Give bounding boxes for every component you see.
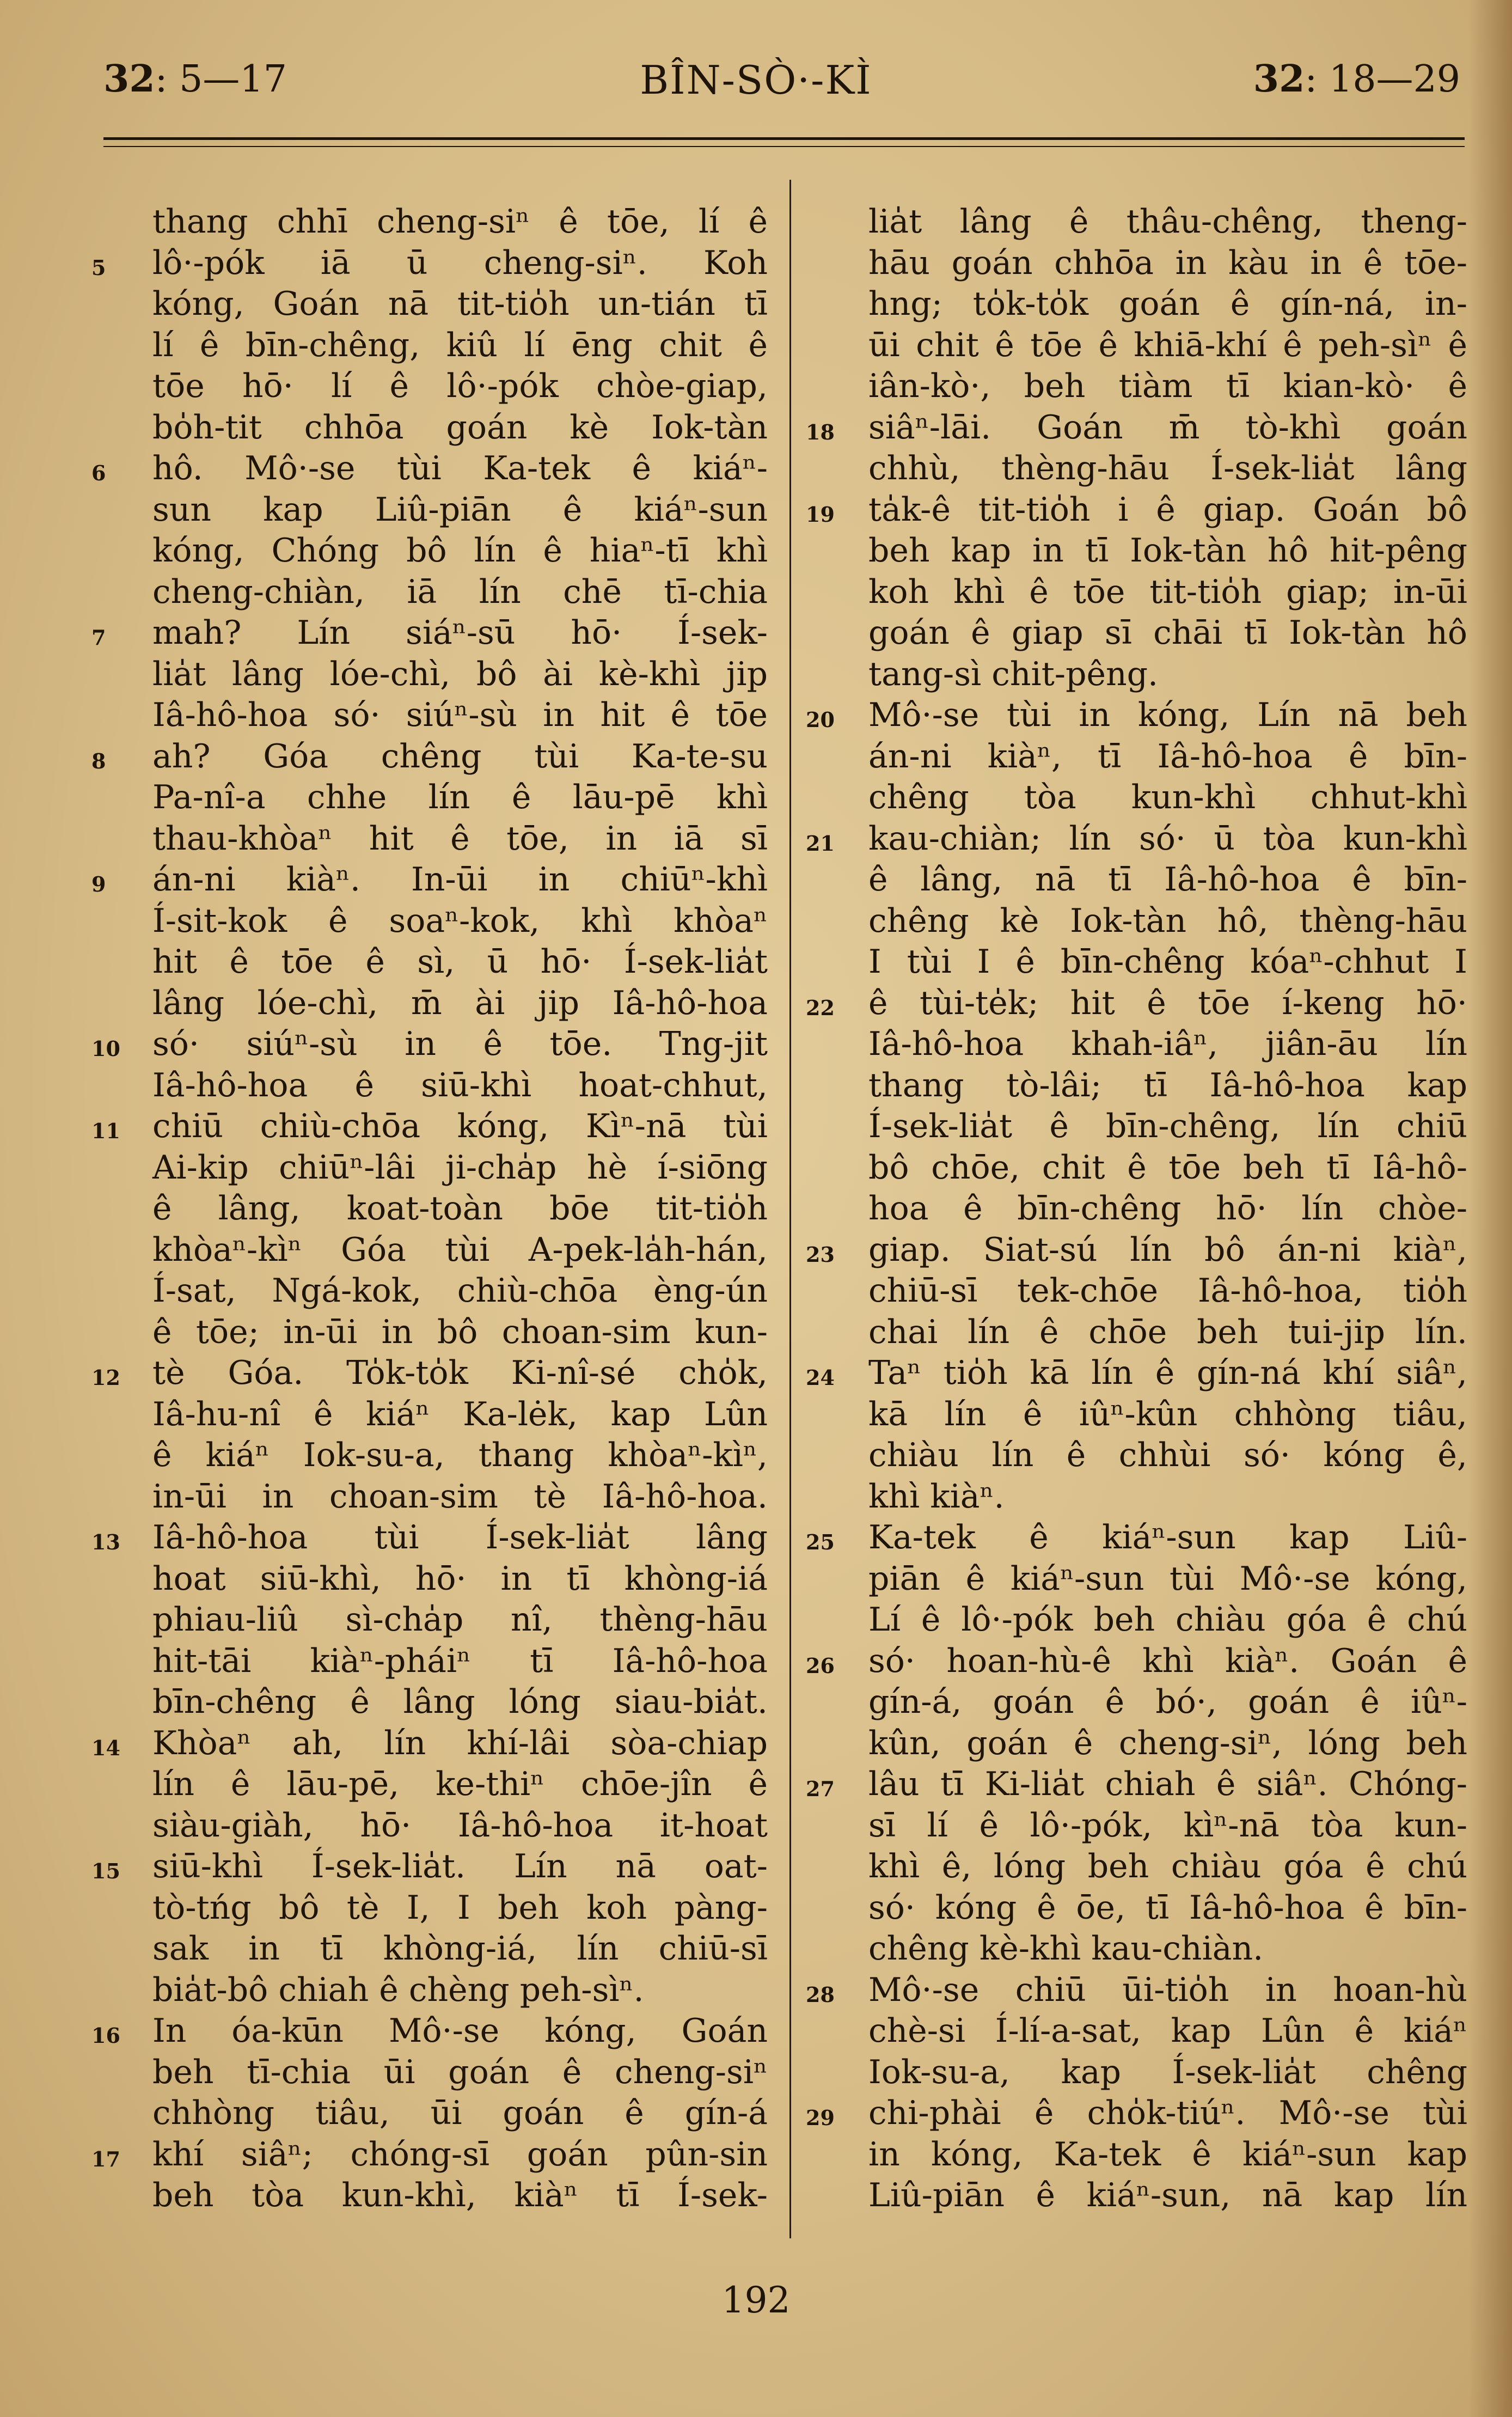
text-line <box>868 366 1467 407</box>
text-line <box>868 613 1467 654</box>
text-line <box>152 1394 768 1436</box>
verse-number: 25 <box>806 1530 835 1554</box>
text-line <box>91 243 768 284</box>
text-line <box>91 736 768 778</box>
line-text: chêng tòa kun-khì chhut-khì <box>868 778 1467 816</box>
line-text: mah? Lín siáⁿ-sū hō· Í-sek- <box>152 614 768 652</box>
line-text: thau-khòaⁿ hit ê tōe, in iā sī <box>152 819 768 858</box>
text-line <box>868 448 1467 490</box>
text-line <box>868 1600 1467 1641</box>
text-line <box>806 407 1467 449</box>
text-line <box>152 2175 768 2217</box>
text-line <box>868 777 1467 819</box>
line-text: lí ê bīn-chêng, kiû lí ēng chit ê <box>152 326 768 364</box>
line-text: chêng kè Iok-tàn hô, thèng-hāu <box>868 901 1467 940</box>
line-text: Iâ-hô-hoa ê siū-khì hoat-chhut, <box>152 1066 768 1104</box>
line-text: bo̍h-tit chhōa goán kè Iok-tàn <box>152 408 768 447</box>
text-line <box>868 654 1467 695</box>
left-text-column <box>91 202 768 2217</box>
text-line <box>868 1106 1467 1148</box>
line-text: lín ê lāu-pē, ke-thiⁿ chōe-jîn ê <box>152 1765 768 1803</box>
text-line <box>868 530 1467 572</box>
text-line <box>152 1682 768 1723</box>
text-line <box>806 1970 1467 2011</box>
line-text: In óa-kūn Mô·-se kóng, Goán <box>152 2012 768 2050</box>
verse-number: 28 <box>806 1982 835 2007</box>
text-line <box>152 1065 768 1107</box>
line-text: kóng, Goán nā tit-tio̍h un-tián tī <box>152 285 768 323</box>
header-rule-thin <box>103 146 1465 147</box>
line-text: lia̍t lâng ê thâu-chêng, theng- <box>868 203 1467 241</box>
line-text: sun kap Liû-piān ê kiáⁿ-sun <box>152 490 768 529</box>
line-text: chhòng tiâu, ūi goán ê gín-á <box>152 2094 768 2132</box>
verse-number: 20 <box>806 707 835 732</box>
line-text: Iâ-hô-hoa tùi Í-sek-lia̍t lâng <box>152 1518 768 1557</box>
line-text: gín-á, goán ê bó·, goán ê iûⁿ- <box>868 1683 1467 1721</box>
line-text: hô. Mô·-se tùi Ka-tek ê kiáⁿ- <box>152 449 768 487</box>
line-text: Í-sat, Ngá-kok, chiù-chōa èng-ún <box>152 1272 768 1310</box>
line-text: beh kap in tī Iok-tàn hô hit-pêng <box>868 532 1467 570</box>
text-line <box>868 942 1467 983</box>
text-line <box>152 1888 768 1929</box>
text-line <box>868 736 1467 778</box>
line-text: khòaⁿ-kìⁿ Góa tùi A-pek-la̍h-hán, <box>152 1230 768 1269</box>
line-text: ê kiáⁿ Iok-su-a, thang khòaⁿ-kìⁿ, <box>152 1436 768 1474</box>
verse-number: 11 <box>91 1119 120 1143</box>
line-text: lâng lóe-chì, m̄ ài jip Iâ-hô-hoa <box>152 984 768 1022</box>
text-line <box>152 1148 768 1189</box>
line-text: chai lín ê chōe beh tui-jip lín. <box>868 1313 1467 1351</box>
line-text: goán ê giap sī chāi tī Iok-tàn hô <box>868 614 1467 652</box>
line-text: án-ni kiàⁿ. In-ūi in chiūⁿ-khì <box>152 860 768 899</box>
text-line <box>91 2011 768 2052</box>
left-chapter-range: 32: 5—17 <box>103 57 287 101</box>
text-line <box>152 654 768 695</box>
verse-number: 8 <box>91 748 106 773</box>
line-text: beh tòa kun-khì, kiàⁿ tī Í-sek- <box>152 2176 768 2214</box>
line-text: chiū chiù-chōa kóng, Kìⁿ-nā tùi <box>152 1107 768 1145</box>
line-text: sī lí ê lô·-pók, kìⁿ-nā tòa kun- <box>868 1806 1467 1845</box>
text-line <box>868 1271 1467 1312</box>
verse-number: 12 <box>91 1365 120 1390</box>
verse-number: 26 <box>806 1653 835 1678</box>
text-line <box>91 1106 768 1148</box>
text-line <box>152 572 768 613</box>
line-text: cheng-chiàn, iā lín chē tī-chia <box>152 572 768 611</box>
line-text: Iâ-hô-hoa só· siúⁿ-sù in hit ê tōe <box>152 696 768 734</box>
line-text: piān ê kiáⁿ-sun tùi Mô·-se kóng, <box>868 1559 1467 1598</box>
text-line <box>806 983 1467 1024</box>
line-text: Iâ-hu-nî ê kiáⁿ Ka-lėk, kap Lûn <box>152 1395 768 1433</box>
text-line <box>152 1188 768 1230</box>
text-line <box>152 2093 768 2134</box>
line-text: lia̍t lâng lóe-chì, bô ài kè-khì jip <box>152 655 768 693</box>
text-line <box>868 1394 1467 1436</box>
text-line <box>152 325 768 367</box>
line-text: khì ê, lóng beh chiàu góa ê chú <box>868 1847 1467 1885</box>
verse-number: 7 <box>91 625 106 650</box>
line-text: kā lín ê iûⁿ-kûn chhòng tiâu, <box>868 1395 1467 1433</box>
text-line <box>868 2175 1467 2217</box>
line-text: koh khì ê tōe tit-tio̍h giap; in-ūi <box>868 572 1467 611</box>
text-line <box>91 448 768 490</box>
text-line <box>152 1312 768 1353</box>
text-line <box>868 1888 1467 1929</box>
verse-number: 16 <box>91 2023 120 2048</box>
line-text: ê tùi-te̍k; hit ê tōe í-keng hō· <box>868 984 1467 1022</box>
text-line <box>868 572 1467 613</box>
line-text: tò-tńg bô tè I, I beh koh pàng- <box>152 1888 768 1927</box>
line-text: hit-tāi kiàⁿ-pháiⁿ tī Iâ-hô-hoa <box>152 1641 768 1680</box>
line-text: chiàu lín ê chhùi só· kóng ê, <box>868 1436 1467 1474</box>
line-text: ê tōe; in-ūi in bô choan-sim kun- <box>152 1313 768 1351</box>
line-text: ê lâng, koat-toàn bōe tit-tio̍h <box>152 1189 768 1228</box>
right-chapter-range: 32: 18—29 <box>1253 57 1460 101</box>
text-line <box>868 243 1467 284</box>
text-line <box>152 2052 768 2093</box>
verse-number: 14 <box>91 1735 120 1760</box>
line-text: Lí ê lô·-pók beh chiàu góa ê chú <box>868 1601 1467 1639</box>
verse-number: 18 <box>806 419 835 444</box>
text-line <box>91 1723 768 1765</box>
text-line <box>91 1024 768 1065</box>
line-text: hng; to̍k-to̍k goán ê gín-ná, in- <box>868 285 1467 323</box>
line-text: bô chōe, chit ê tōe beh tī Iâ-hô- <box>868 1148 1467 1187</box>
text-line <box>868 284 1467 325</box>
text-line <box>806 490 1467 531</box>
book-title: BÎN-SÒ·-KÌ <box>640 57 872 103</box>
text-line <box>868 1682 1467 1723</box>
text-line <box>868 859 1467 901</box>
verse-number: 5 <box>91 255 106 280</box>
line-text: bia̍t-bô chiah ê chèng peh-sìⁿ. <box>152 1970 644 2009</box>
line-text: tè Góa. To̍k-to̍k Ki-nî-sé cho̍k, <box>152 1354 768 1392</box>
text-line <box>868 2134 1467 2176</box>
verse-number: 19 <box>806 502 835 527</box>
line-text: siū-khì Í-sek-lia̍t. Lín nā oat- <box>152 1847 768 1885</box>
text-line <box>868 1805 1467 1847</box>
text-line <box>868 901 1467 942</box>
text-line <box>91 859 768 901</box>
text-line <box>152 942 768 983</box>
text-line <box>91 1353 768 1394</box>
text-line <box>152 284 768 325</box>
text-line <box>152 1435 768 1476</box>
line-text: I tùi I ê bīn-chêng kóaⁿ-chhut I <box>868 943 1467 981</box>
line-text: kau-chiàn; lín só· ū tòa kun-khì <box>868 819 1467 858</box>
verse-number: 13 <box>91 1530 120 1554</box>
text-line <box>806 1353 1467 1394</box>
verse-number: 9 <box>91 872 106 896</box>
line-text: án-ni kiàⁿ, tī Iâ-hô-hoa ê bīn- <box>868 737 1467 776</box>
text-line <box>152 407 768 449</box>
text-line <box>868 1435 1467 1476</box>
line-text: phiau-liû sì-cha̍p nî, thèng-hāu <box>152 1601 768 1639</box>
line-text: kûn, goán ê cheng-siⁿ, lóng beh <box>868 1724 1467 1762</box>
verse-number: 22 <box>806 995 835 1020</box>
text-line <box>152 1230 768 1271</box>
verse-number: 27 <box>806 1777 835 1801</box>
text-line <box>806 2093 1467 2134</box>
line-text: kóng, Chóng bô lín ê hiaⁿ-tī khì <box>152 532 768 570</box>
line-text: Í-sek-lia̍t ê bīn-chêng, lín chiū <box>868 1107 1467 1145</box>
line-text: Iok-su-a, kap Í-sek-lia̍t chêng <box>868 2053 1467 2091</box>
line-text: Í-sit-kok ê soaⁿ-kok, khì khòaⁿ <box>152 901 768 940</box>
line-text: chhù, thèng-hāu Í-sek-lia̍t lâng <box>868 449 1467 487</box>
line-text: Taⁿ tio̍h kā lín ê gín-ná khí siâⁿ, <box>868 1354 1467 1392</box>
text-line <box>806 1517 1467 1559</box>
text-line <box>91 2134 768 2176</box>
line-text: tōe hō· lí ê lô·-pók chòe-giap, <box>152 367 768 405</box>
text-line <box>806 695 1467 736</box>
line-text: siâⁿ-lāi. Goán m̄ tò-khì goán <box>868 408 1467 447</box>
text-line <box>152 901 768 942</box>
text-line <box>152 777 768 819</box>
line-text: hāu goán chhōa in kàu in ê tōe- <box>868 243 1467 282</box>
verse-number: 23 <box>806 1242 835 1267</box>
text-line <box>868 2052 1467 2093</box>
line-text: lâu tī Ki-lia̍t chiah ê siâⁿ. Chóng- <box>868 1765 1467 1803</box>
line-text: chè-si Í-lí-a-sat, kap Lûn ê kiáⁿ <box>868 2012 1467 2050</box>
right-text-column <box>806 202 1467 2217</box>
text-line <box>152 1970 768 2011</box>
text-line <box>806 1764 1467 1805</box>
text-line <box>91 1846 768 1888</box>
line-text: Pa-nî-a chhe lín ê lāu-pē khì <box>152 778 768 816</box>
verse-number: 24 <box>806 1365 835 1390</box>
text-line <box>152 1600 768 1641</box>
line-text: hit ê tōe ê sì, ū hō· Í-sek-lia̍t <box>152 943 768 981</box>
line-text: siàu-giàh, hō· Iâ-hô-hoa it-hoat <box>152 1806 768 1845</box>
verse-number: 21 <box>806 831 835 856</box>
text-line <box>152 1476 768 1518</box>
line-text: Iâ-hô-hoa khah-iâⁿ, jiân-āu lín <box>868 1025 1467 1063</box>
text-line <box>152 530 768 572</box>
text-line <box>152 1928 768 1970</box>
line-text: Liû-piān ê kiáⁿ-sun, nā kap lín <box>868 2176 1467 2214</box>
column-divider <box>789 180 791 2238</box>
verse-number: 6 <box>91 461 106 485</box>
verse-number: 10 <box>91 1036 120 1061</box>
text-line <box>868 1723 1467 1765</box>
line-text: Mô·-se chiū ūi-tio̍h in hoan-hù <box>868 1970 1467 2009</box>
line-text: ta̍k-ê tit-tio̍h i ê giap. Goán bô <box>868 490 1467 529</box>
line-text: hoat siū-khì, hō· in tī khòng-iá <box>152 1559 768 1598</box>
verse-number: 15 <box>91 1859 120 1883</box>
line-text: in-ūi in choan-sim tè Iâ-hô-hoa. <box>152 1477 768 1516</box>
text-line <box>152 819 768 860</box>
line-text: chi-phài ê cho̍k-tiúⁿ. Mô·-se tùi <box>868 2094 1467 2132</box>
text-line <box>868 1846 1467 1888</box>
text-line <box>152 1641 768 1682</box>
text-line <box>868 1312 1467 1353</box>
line-text: só· siúⁿ-sù in ê tōe. Tng-jit <box>152 1025 768 1063</box>
line-text: lô·-pók iā ū cheng-siⁿ. Koh <box>152 243 768 282</box>
line-text: ah? Góa chêng tùi Ka-te-su <box>152 737 768 776</box>
line-text: chiū-sī tek-chōe Iâ-hô-hoa, tio̍h <box>868 1272 1467 1310</box>
text-line <box>868 1476 1467 1518</box>
line-text: Khòaⁿ ah, lín khí-lâi sòa-chiap <box>152 1724 768 1762</box>
line-text: hoa ê bīn-chêng hō· lín chòe- <box>868 1189 1467 1228</box>
text-line <box>806 1230 1467 1271</box>
page-number: 192 <box>721 2279 791 2321</box>
line-text: sak in tī khòng-iá, lín chiū-sī <box>152 1930 768 1968</box>
page-edge-shadow <box>1468 0 1512 2417</box>
text-line <box>91 1517 768 1559</box>
text-line <box>868 325 1467 367</box>
line-text: chêng kè-khì kau-chiàn. <box>868 1930 1264 1968</box>
text-line <box>868 2011 1467 2052</box>
line-text: khí siâⁿ; chóng-sī goán pûn-sin <box>152 2135 768 2174</box>
text-line <box>868 1928 1467 1970</box>
line-text: khì kiàⁿ. <box>868 1477 1005 1516</box>
line-text: só· hoan-hù-ê khì kiàⁿ. Goán ê <box>868 1641 1467 1680</box>
line-text: Ka-tek ê kiáⁿ-sun kap Liû- <box>868 1518 1467 1557</box>
line-text: beh tī-chia ūi goán ê cheng-siⁿ <box>152 2053 768 2091</box>
line-text: thang chhī cheng-siⁿ ê tōe, lí ê <box>152 203 768 241</box>
text-line <box>806 819 1467 860</box>
line-text: ê lâng, nā tī Iâ-hô-hoa ê bīn- <box>868 860 1467 899</box>
text-line <box>868 1065 1467 1107</box>
line-text: giap. Siat-sú lín bô án-ni kiàⁿ, <box>868 1230 1467 1269</box>
line-text: ūi chit ê tōe ê khiā-khí ê peh-sìⁿ ê <box>868 326 1467 364</box>
text-line <box>152 490 768 531</box>
header-rule-thick <box>103 137 1465 140</box>
line-text: iân-kò·, beh tiàm tī kian-kò· ê <box>868 367 1467 405</box>
text-line <box>152 1805 768 1847</box>
text-line <box>152 1271 768 1312</box>
text-line <box>152 1559 768 1600</box>
text-line <box>868 1559 1467 1600</box>
text-line <box>152 695 768 736</box>
line-text: Mô·-se tùi in kóng, Lín nā beh <box>868 696 1467 734</box>
verse-number: 17 <box>91 2146 120 2171</box>
text-line <box>152 1764 768 1805</box>
text-line <box>868 1148 1467 1189</box>
text-line <box>868 1024 1467 1065</box>
text-line <box>91 613 768 654</box>
line-text: thang tò-lâi; tī Iâ-hô-hoa kap <box>868 1066 1467 1104</box>
line-text: só· kóng ê ōe, tī Iâ-hô-hoa ê bīn- <box>868 1888 1467 1927</box>
verse-number: 29 <box>806 2105 835 2130</box>
text-line <box>806 1641 1467 1682</box>
text-line <box>868 1188 1467 1230</box>
line-text: in kóng, Ka-tek ê kiáⁿ-sun kap <box>868 2135 1467 2174</box>
text-line <box>152 366 768 407</box>
line-text: bīn-chêng ê lâng lóng siau-bia̍t. <box>152 1683 768 1721</box>
line-text: tang-sì chit-pêng. <box>868 655 1159 693</box>
text-line <box>152 202 768 243</box>
text-line <box>868 202 1467 243</box>
line-text: Ai-kip chiūⁿ-lâi ji-cha̍p hè í-siōng <box>152 1148 768 1187</box>
text-line <box>152 983 768 1024</box>
running-head <box>0 57 1512 123</box>
